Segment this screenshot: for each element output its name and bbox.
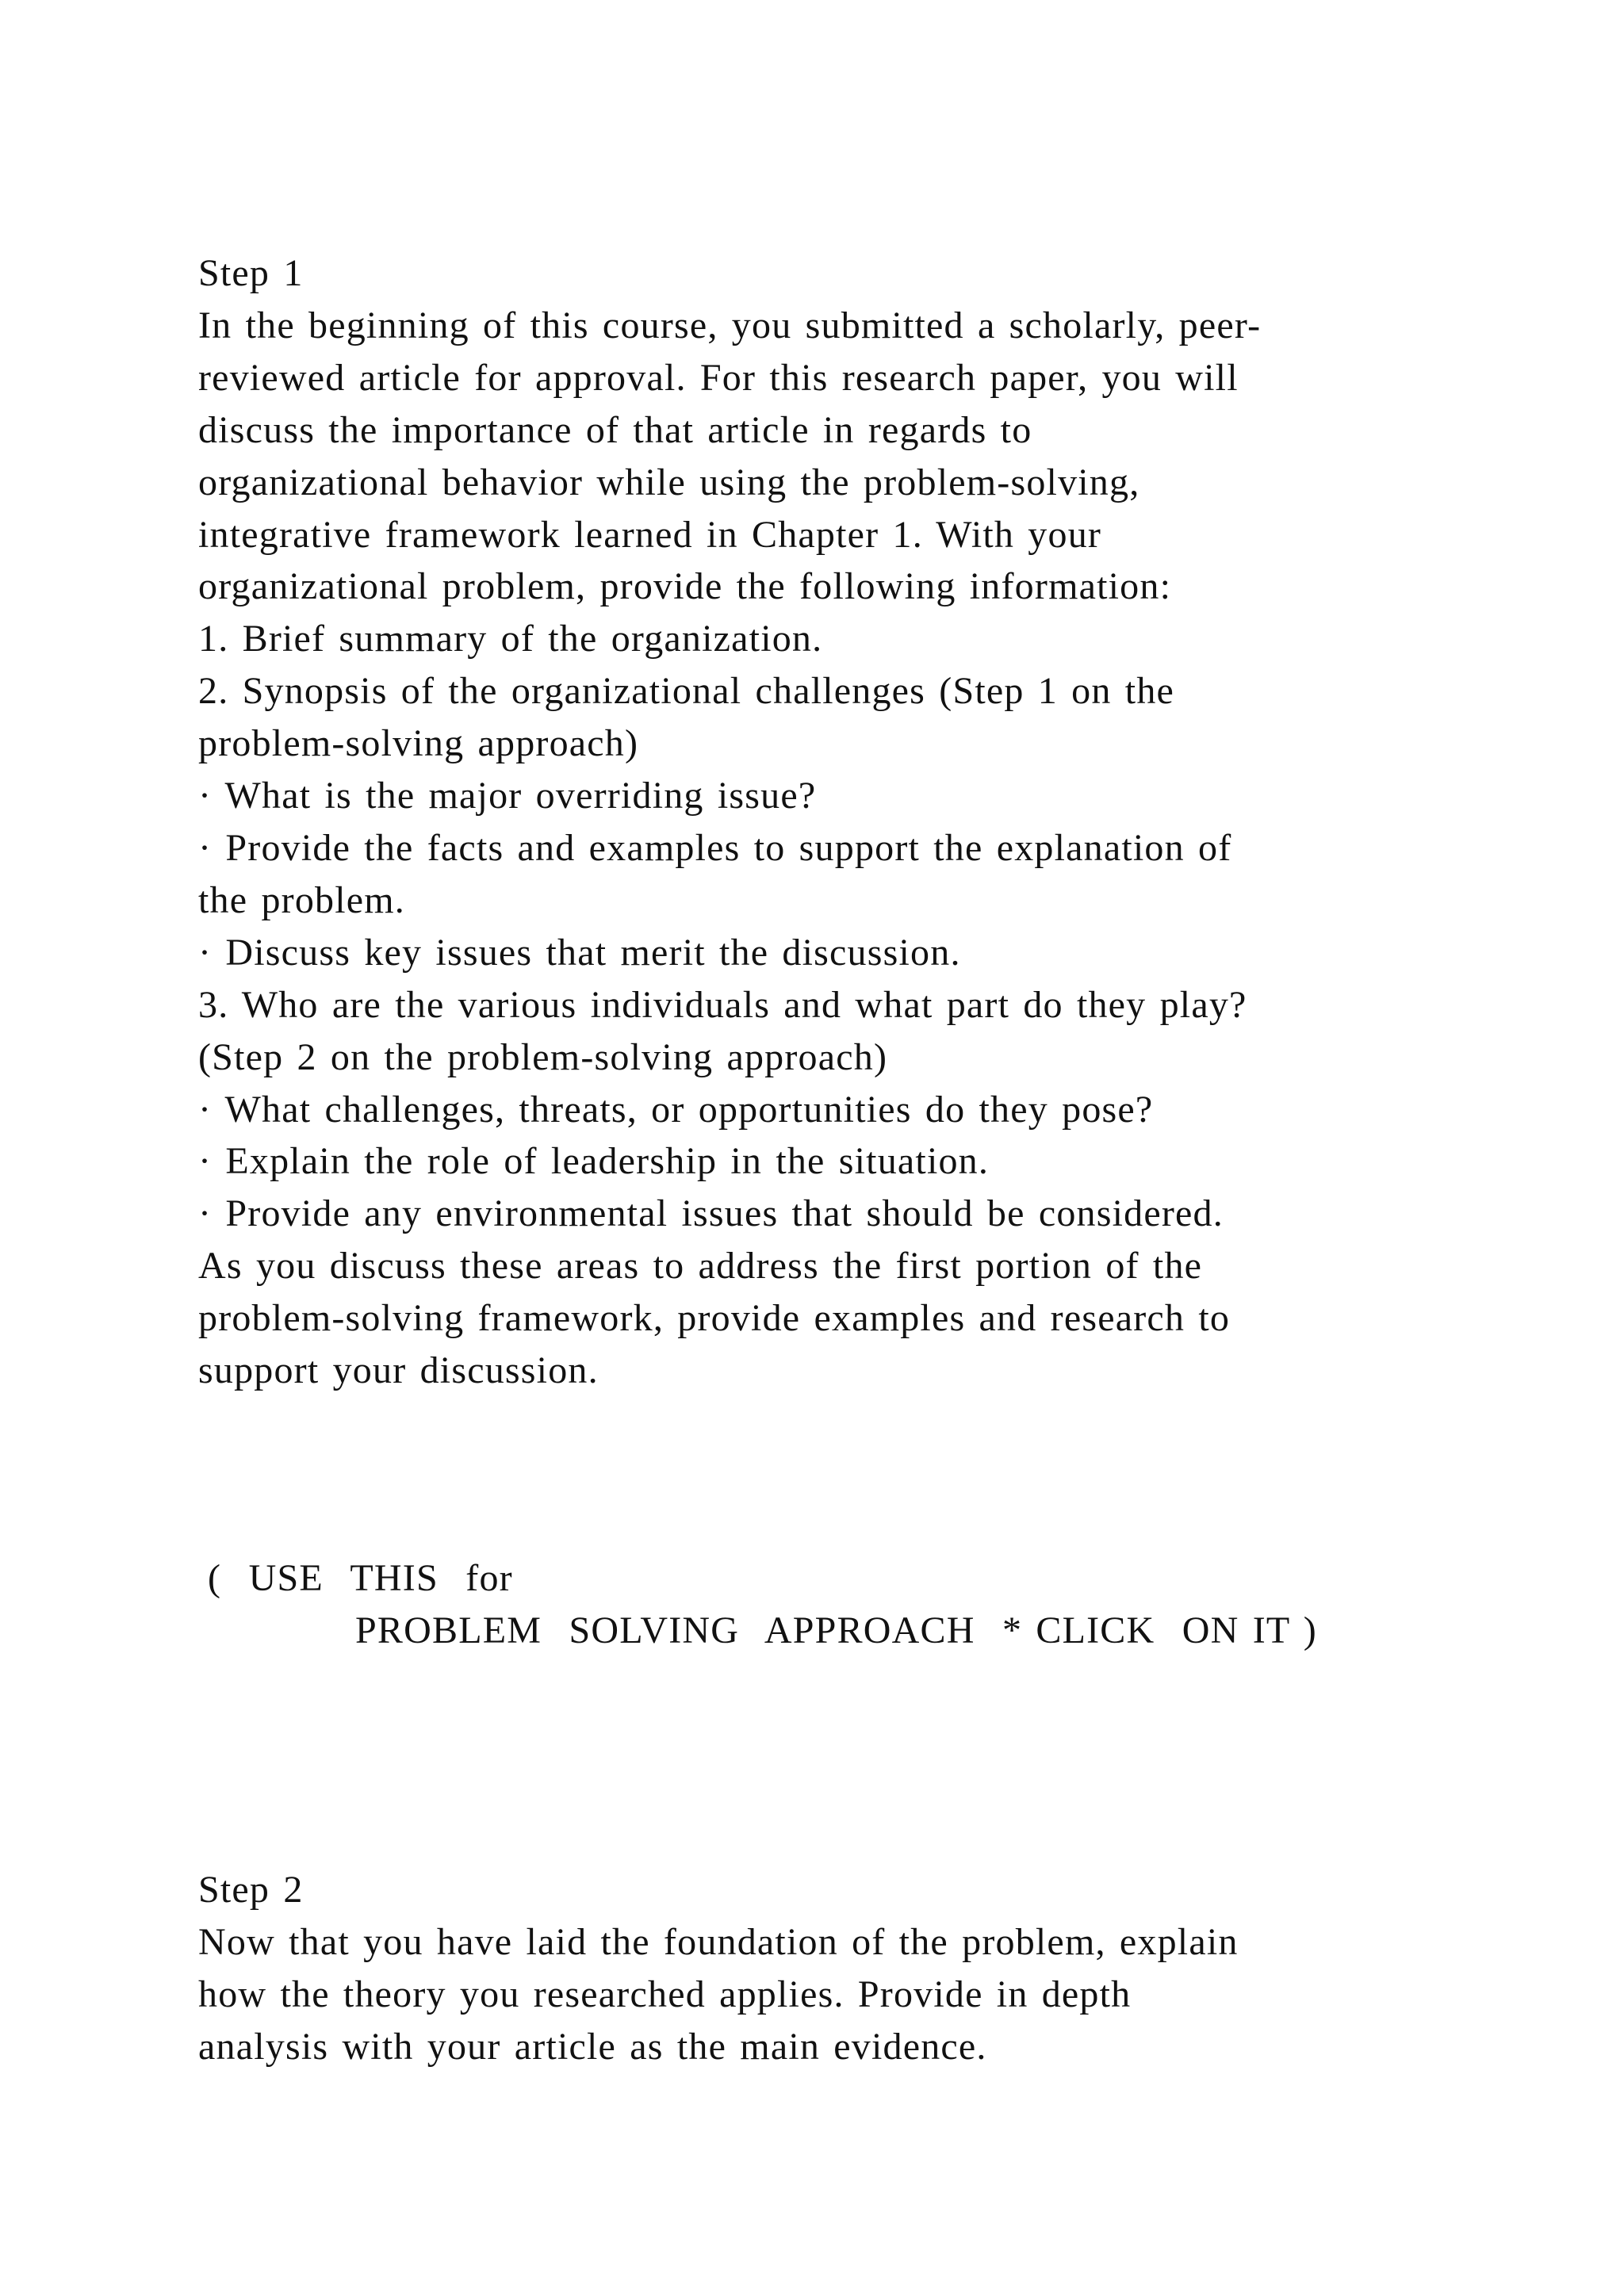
step-1-heading: Step 1 xyxy=(198,252,304,294)
approach-note-line-1[interactable]: ( USE THIS for xyxy=(208,1557,513,1599)
numbered-item-2: 2. Synopsis of the organizational challenges (Step 1 on the xyxy=(198,670,1175,713)
numbered-item-2-continued: problem-solving approach) xyxy=(198,722,639,765)
step-1-line: discuss the importance of that article in regards to xyxy=(198,408,1032,451)
numbered-item-3-continued: (Step 2 on the problem-solving approach) xyxy=(198,1035,888,1078)
step-1-line: In the beginning of this course, you submitted a scholarly, peer- xyxy=(198,304,1262,346)
step-1-closing-line: As you discuss these areas to address the first portion of the xyxy=(198,1245,1203,1288)
step-1-line: organizational problem, provide the following information: xyxy=(198,565,1172,608)
step-1-line: integrative framework learned in Chapter 1. With your xyxy=(198,513,1102,556)
step-2-line: Now that you have laid the foundation of the problem, explain xyxy=(198,1920,1239,1963)
bullet-item: · What is the major overriding issue? xyxy=(198,775,817,817)
bullet-item: · What challenges, threats, or opportunities do they pose? xyxy=(198,1088,1154,1131)
bullet-item: · Provide any environmental issues that should be considered. xyxy=(198,1192,1224,1235)
bullet-item: · Provide the facts and examples to support the explanation of xyxy=(198,826,1232,869)
numbered-item-1: 1. Brief summary of the organization. xyxy=(198,618,823,660)
step-1-section xyxy=(198,247,1483,1397)
step-2-section xyxy=(198,1864,1483,2073)
step-2-heading: Step 2 xyxy=(198,1869,304,1911)
bullet-item: · Discuss key issues that merit the discussion. xyxy=(198,931,961,974)
step-2-line: how the theory you researched applies. Provide in depth xyxy=(198,1973,1132,2015)
step-1-line: organizational behavior while using the problem-solving, xyxy=(198,461,1140,503)
bullet-item-continued: the problem. xyxy=(198,878,406,921)
numbered-item-3: 3. Who are the various individuals and what part do they play? xyxy=(198,983,1247,1026)
bullet-item: · Explain the role of leadership in the situation. xyxy=(198,1140,990,1183)
approach-note-line-2[interactable]: PROBLEM SOLVING APPROACH * CLICK ON IT ) xyxy=(355,1609,1317,1651)
step-2-line: analysis with your article as the main evidence. xyxy=(198,2025,987,2068)
step-1-line: reviewed article for approval. For this research paper, you will xyxy=(198,356,1239,399)
step-1-closing-line: problem-solving framework, provide examples and research to xyxy=(198,1297,1231,1340)
step-1-closing-line: support your discussion. xyxy=(198,1349,599,1392)
problem-solving-approach-link[interactable] xyxy=(208,1552,1492,1657)
